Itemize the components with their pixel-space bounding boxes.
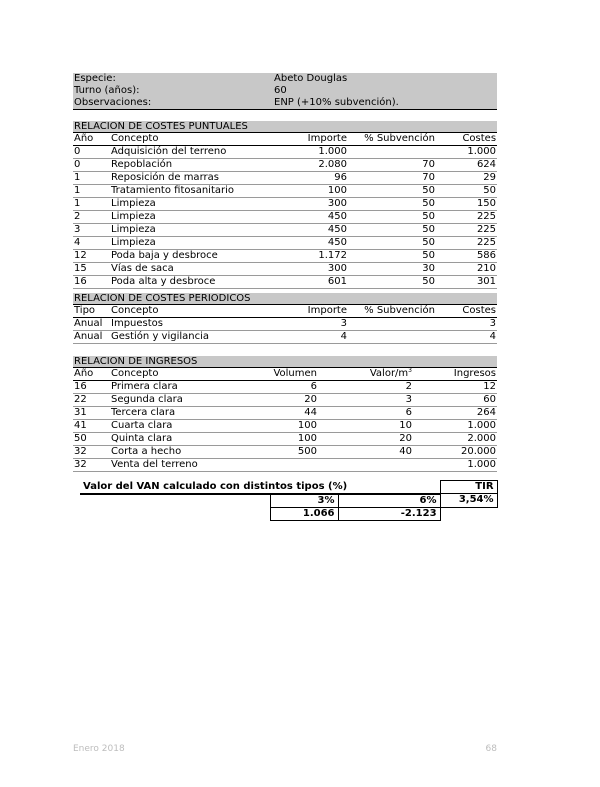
column-header: Concepto	[110, 305, 270, 318]
table-row	[73, 433, 497, 446]
table-cell: 16	[73, 381, 110, 394]
table-cell: 6	[318, 407, 413, 420]
table-cell: Tratamiento fitosanitario	[110, 185, 270, 198]
table-row	[73, 318, 497, 331]
table-cell: Poda alta y desbroce	[110, 276, 270, 289]
turn-label: Turno (años):	[74, 85, 140, 96]
table-cell: 301	[436, 276, 497, 289]
observations-value: ENP (+10% subvención).	[274, 97, 399, 108]
column-header: Año	[73, 133, 110, 146]
table-cell: 450	[270, 237, 348, 250]
table-cell: 225	[436, 224, 497, 237]
table-cell: Vías de saca	[110, 263, 270, 276]
column-header: % Subvención	[348, 133, 436, 146]
table-cell: 50	[348, 185, 436, 198]
table-header-row	[73, 133, 497, 146]
table-row	[73, 211, 497, 224]
table-cell: 50	[348, 198, 436, 211]
table-cell: 3	[270, 318, 348, 331]
table-cell: 60	[413, 394, 497, 407]
table-cell: 264	[413, 407, 497, 420]
table-cell	[348, 318, 436, 331]
table-cell: 2.080	[270, 159, 348, 172]
table-cell: 2.000	[413, 433, 497, 446]
table-cell: Impuestos	[110, 318, 270, 331]
van-value-6: -2.123	[338, 507, 440, 520]
table-row	[73, 381, 497, 394]
column-header: Año	[73, 368, 110, 381]
table-row	[73, 446, 497, 459]
table-cell: 100	[270, 433, 318, 446]
section-title: RELACION DE COSTES PUNTUALES	[73, 121, 497, 133]
column-header: Concepto	[110, 368, 270, 381]
ingresos-section	[73, 356, 497, 472]
table-cell: 300	[270, 198, 348, 211]
column-header: Volumen	[270, 368, 318, 381]
table-cell: 10	[318, 420, 413, 433]
table-cell: 0	[73, 146, 110, 159]
table-cell: 12	[413, 381, 497, 394]
table-cell: Adquisición del terreno	[110, 146, 270, 159]
table-cell: 1.172	[270, 250, 348, 263]
table-row	[73, 185, 497, 198]
table-row	[73, 276, 497, 289]
table-cell: Quinta clara	[110, 433, 270, 446]
column-header: Ingresos	[413, 368, 497, 381]
table-cell: 300	[270, 263, 348, 276]
table-cell: Gestión y vigilancia	[110, 331, 270, 344]
table-cell: 4	[73, 237, 110, 250]
table-cell: Venta del terreno	[110, 459, 270, 472]
table-cell	[348, 146, 436, 159]
column-header: Concepto	[110, 133, 270, 146]
table-cell: 15	[73, 263, 110, 276]
table-cell: 70	[348, 159, 436, 172]
table-row	[73, 198, 497, 211]
table-cell: 50	[73, 433, 110, 446]
table-cell: 3	[436, 318, 497, 331]
species-label: Especie:	[74, 73, 116, 84]
column-header: Costes	[436, 133, 497, 146]
table-cell: 225	[436, 237, 497, 250]
table-cell: Limpieza	[110, 224, 270, 237]
table-cell: 1	[73, 172, 110, 185]
costes-periodicos-section	[73, 293, 497, 344]
table-row	[73, 331, 497, 344]
table-cell: 20	[270, 394, 318, 407]
table-cell: 2	[318, 381, 413, 394]
table-cell: 29	[436, 172, 497, 185]
column-header: Importe	[270, 133, 348, 146]
species-value: Abeto Douglas	[274, 73, 348, 84]
table-cell	[270, 459, 318, 472]
table-cell: Limpieza	[110, 198, 270, 211]
table-cell: 1.000	[436, 146, 497, 159]
table-header-row	[73, 305, 497, 318]
table-cell: 6	[270, 381, 318, 394]
table-cell: Anual	[73, 318, 110, 331]
observations-label: Observaciones:	[74, 97, 152, 108]
table-cell: Segunda clara	[110, 394, 270, 407]
table-cell: 3	[318, 394, 413, 407]
table-cell: 22	[73, 394, 110, 407]
footer-page-number: 68	[485, 744, 497, 754]
table-cell: 4	[270, 331, 348, 344]
table-cell	[348, 331, 436, 344]
table-cell: 70	[348, 172, 436, 185]
column-header	[318, 368, 413, 381]
unit-superscript: 3	[408, 367, 412, 374]
table-cell: 100	[270, 420, 318, 433]
table-cell: 500	[270, 446, 318, 459]
footer-date: Enero 2018	[73, 744, 125, 754]
tir-label: TIR	[440, 481, 497, 494]
column-header-text: Valor/m	[369, 368, 409, 379]
van-rate-3: 3%	[270, 494, 338, 508]
table-cell: Cuarta clara	[110, 420, 270, 433]
column-header: Tipo	[73, 305, 110, 318]
table-cell: 50	[348, 211, 436, 224]
table-cell	[318, 459, 413, 472]
table-cell: 31	[73, 407, 110, 420]
table-cell: 32	[73, 459, 110, 472]
table-cell: 50	[348, 224, 436, 237]
table-cell: 41	[73, 420, 110, 433]
table-cell: 40	[318, 446, 413, 459]
table-row	[73, 394, 497, 407]
table-row	[73, 420, 497, 433]
column-header: Costes	[436, 305, 497, 318]
table-cell: Corta a hecho	[110, 446, 270, 459]
costes-puntuales-section	[73, 121, 497, 289]
van-rate-6: 6%	[338, 494, 440, 508]
table-cell: 225	[436, 211, 497, 224]
column-header: Importe	[270, 305, 348, 318]
table-cell: 4	[436, 331, 497, 344]
tir-value: 3,54%	[440, 494, 497, 508]
van-title: Valor del VAN calculado con distintos tipos (%)	[80, 481, 440, 494]
table-cell: 450	[270, 224, 348, 237]
section-title: RELACION DE COSTES PERIODICOS	[73, 293, 497, 305]
table-cell: Repoblación	[110, 159, 270, 172]
table-cell: 1.000	[413, 459, 497, 472]
table-cell: 30	[348, 263, 436, 276]
table-cell: 1.000	[413, 420, 497, 433]
table-header-row	[73, 368, 497, 381]
table-cell: Limpieza	[110, 211, 270, 224]
table-cell: 1.000	[270, 146, 348, 159]
table-cell: Limpieza	[110, 237, 270, 250]
table-row	[73, 224, 497, 237]
table-cell: Anual	[73, 331, 110, 344]
table-cell: Poda baja y desbroce	[110, 250, 270, 263]
table-cell: 1	[73, 185, 110, 198]
column-header: % Subvención	[348, 305, 436, 318]
table-cell: 601	[270, 276, 348, 289]
table-cell: 1	[73, 198, 110, 211]
table-cell: 50	[348, 237, 436, 250]
table-cell: 16	[73, 276, 110, 289]
table-cell: 0	[73, 159, 110, 172]
species-info-block	[73, 73, 497, 110]
table-cell: 44	[270, 407, 318, 420]
table-row	[73, 172, 497, 185]
table-row	[73, 263, 497, 276]
table-row	[73, 237, 497, 250]
table-cell: 2	[73, 211, 110, 224]
table-cell: 12	[73, 250, 110, 263]
table-cell: 32	[73, 446, 110, 459]
table-cell: 150	[436, 198, 497, 211]
table-cell: 210	[436, 263, 497, 276]
table-cell: 3	[73, 224, 110, 237]
table-cell: 20	[318, 433, 413, 446]
table-cell: 624	[436, 159, 497, 172]
section-title: RELACION DE INGRESOS	[73, 356, 497, 368]
table-cell: Reposición de marras	[110, 172, 270, 185]
table-row	[73, 459, 497, 472]
table-cell: 20.000	[413, 446, 497, 459]
table-row	[73, 407, 497, 420]
table-cell: 100	[270, 185, 348, 198]
table-cell: 50	[348, 250, 436, 263]
table-row	[73, 146, 497, 159]
table-cell: 450	[270, 211, 348, 224]
table-row	[73, 250, 497, 263]
table-cell: 50	[348, 276, 436, 289]
turn-value: 60	[274, 85, 287, 96]
van-value-3: 1.066	[270, 507, 338, 520]
table-cell: Tercera clara	[110, 407, 270, 420]
table-row	[73, 159, 497, 172]
table-cell: 96	[270, 172, 348, 185]
table-cell: 50	[436, 185, 497, 198]
table-cell: 586	[436, 250, 497, 263]
table-cell: Primera clara	[110, 381, 270, 394]
van-table	[80, 480, 497, 521]
